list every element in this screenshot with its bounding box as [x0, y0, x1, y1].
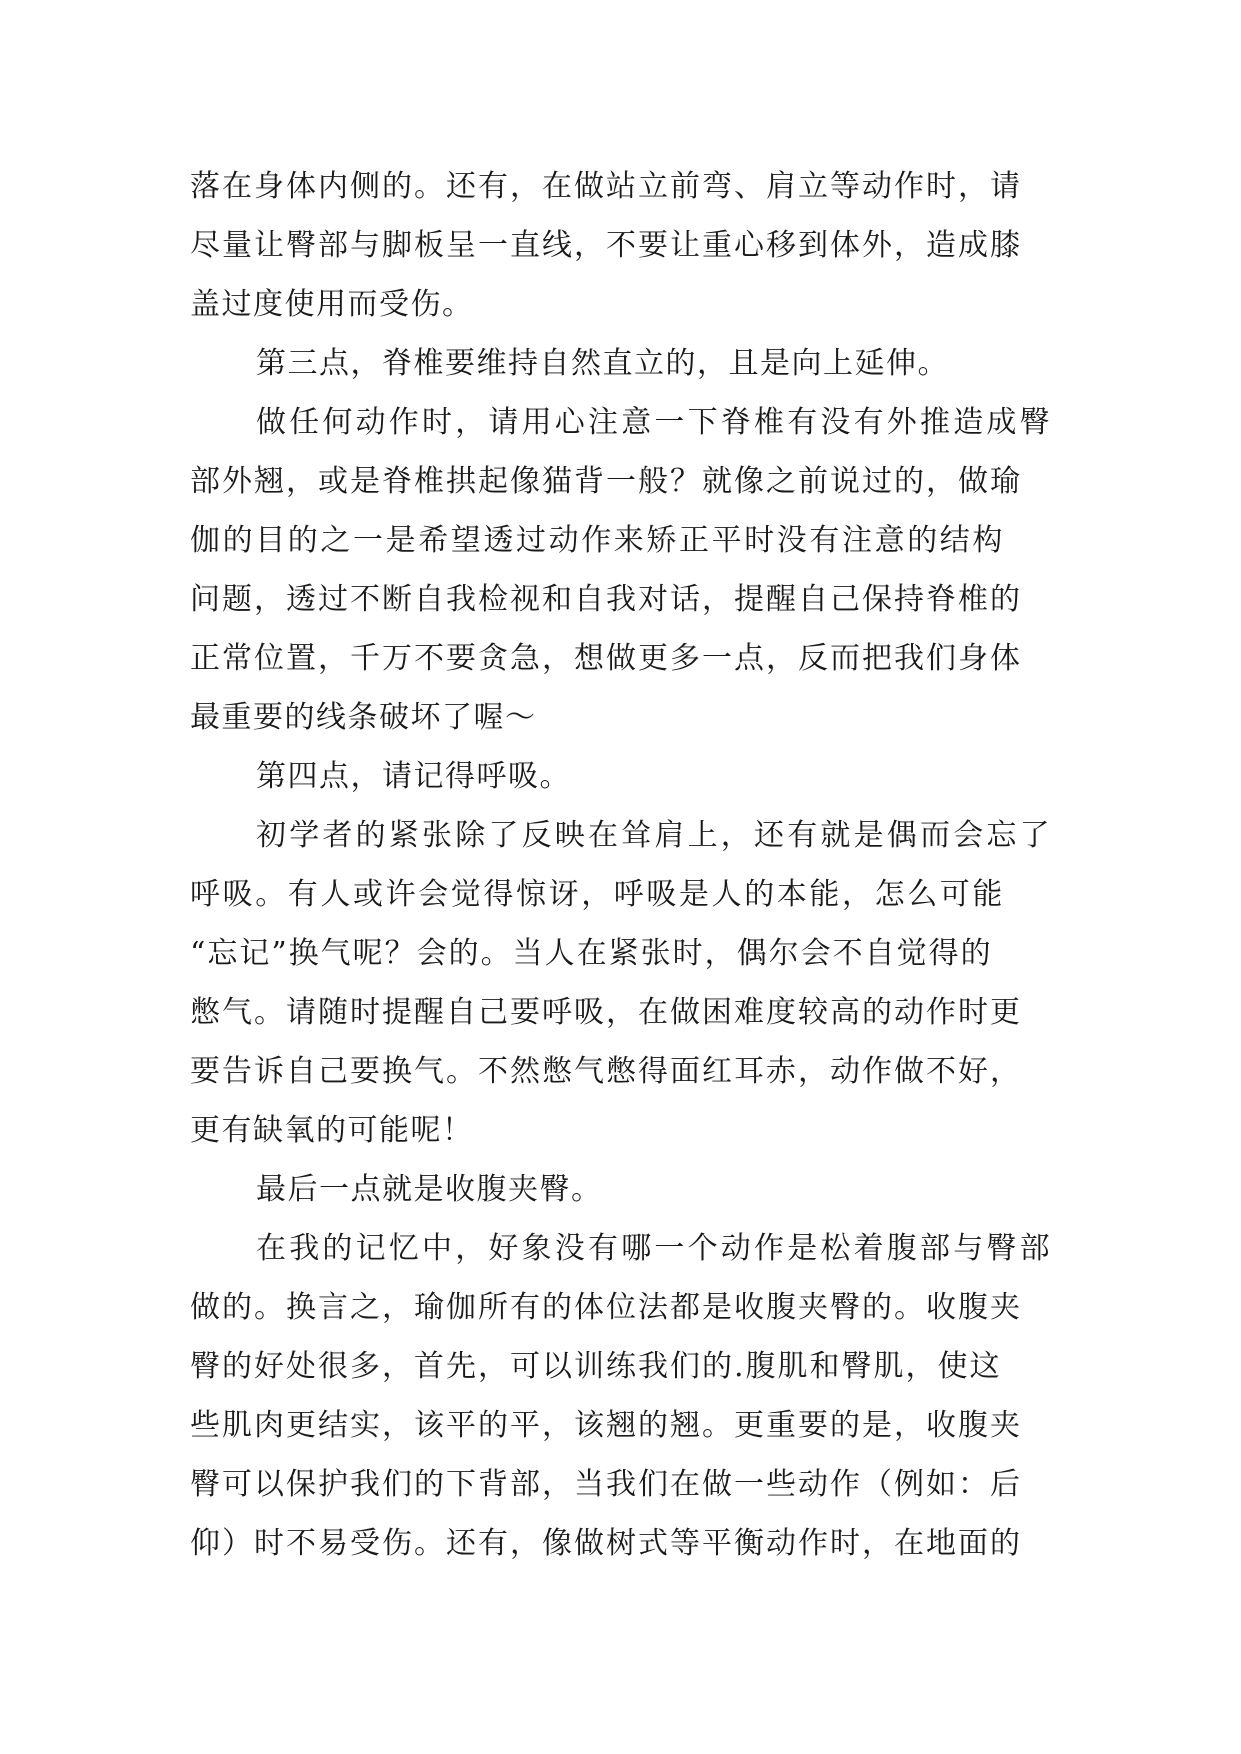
text-line: 臀的好处很多，首先，可以训练我们的.腹肌和臀肌，使这	[190, 1349, 1002, 1384]
text-line: 做的。换言之，瑜伽所有的体位法都是收腹夹臀的。收腹夹	[190, 1290, 1022, 1325]
text-line: 部外翘，或是脊椎拱起像猫背一般？就像之前说过的，做瑜	[190, 464, 1022, 499]
text-line: 问题，透过不断自我检视和自我对话，提醒自己保持脊椎的	[190, 582, 1022, 617]
paragraph-heading: 第三点，脊椎要维持自然直立的，且是向上延伸。	[256, 346, 949, 381]
text-line: 要告诉自己要换气。不然憋气憋得面红耳赤，动作做不好，	[190, 1054, 1022, 1089]
text-line: 伽的目的之一是希望透过动作来矫正平时没有注意的结构	[190, 523, 1005, 558]
text-line: 在我的记忆中，好象没有哪一个动作是松着腹部与臀部	[256, 1231, 1053, 1266]
text-line: 臀可以保护我们的下背部，当我们在做一些动作（例如：后	[190, 1467, 1022, 1502]
text-line: 做任何动作时，请用心注意一下脊椎有没有外推造成臀	[256, 405, 1053, 440]
text-line: 更有缺氧的可能呢！	[190, 1113, 474, 1148]
text-line: 盖过度使用而受伤。	[190, 287, 474, 322]
body-text	[190, 157, 1070, 1573]
text-line: 呼吸。有人或许会觉得惊讶，呼吸是人的本能，怎么可能	[190, 877, 1005, 912]
text-line: 最重要的线条破坏了喔～	[190, 700, 537, 735]
text-line: 尽量让臀部与脚板呈一直线，不要让重心移到体外，造成膝	[190, 228, 1022, 263]
text-line: 仰）时不易受伤。还有，像做树式等平衡动作时，在地面的	[190, 1526, 1022, 1561]
text-line: 些肌肉更结实，该平的平，该翘的翘。更重要的是，收腹夹	[190, 1408, 1022, 1443]
text-line: “忘记”换气呢？会的。当人在紧张时，偶尔会不自觉得的	[190, 936, 993, 971]
text-line: 正常位置，千万不要贪急，想做更多一点，反而把我们身体	[190, 641, 1022, 676]
text-line: 憋气。请随时提醒自己要呼吸，在做困难度较高的动作时更	[190, 995, 1022, 1030]
paragraph-heading: 第四点，请记得呼吸。	[256, 759, 571, 794]
text-line: 初学者的紧张除了反映在耸肩上，还有就是偶而会忘了	[256, 818, 1053, 853]
paragraph-heading: 最后一点就是收腹夹臀。	[256, 1172, 603, 1207]
text-line: 落在身体内侧的。还有，在做站立前弯、肩立等动作时，请	[190, 169, 1022, 204]
